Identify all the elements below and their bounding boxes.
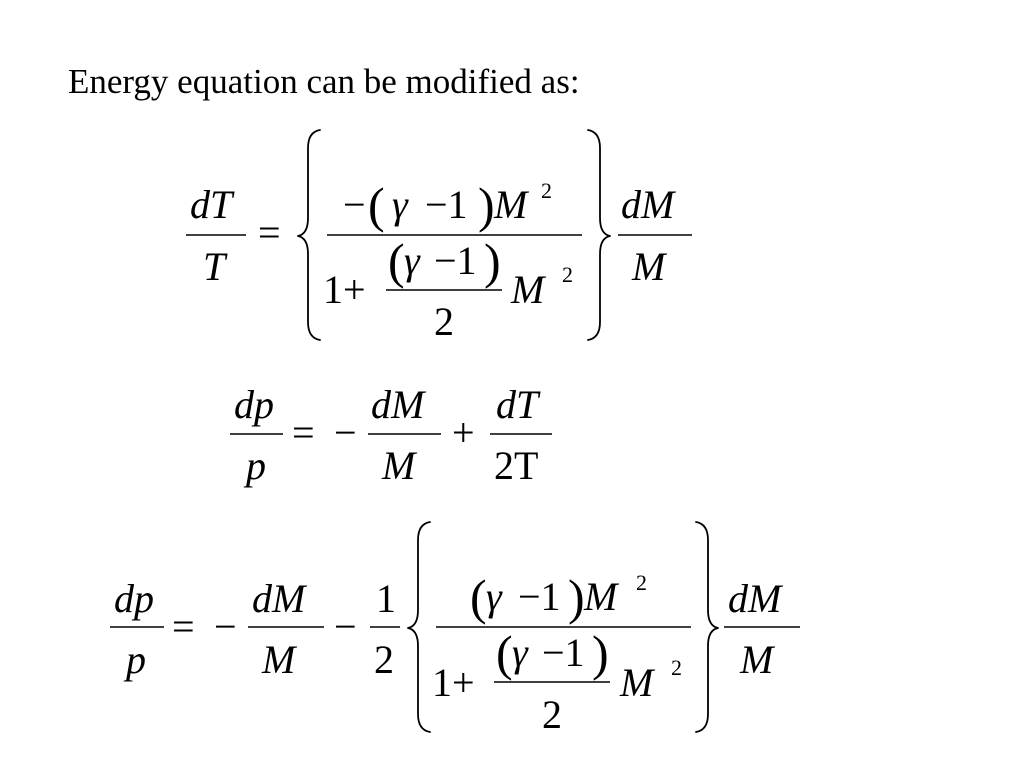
inner-gamma: γ [512, 630, 528, 675]
equals-sign: = [172, 604, 195, 649]
term1-numerator: dM [371, 382, 425, 427]
inner-paren-close: ) [484, 233, 501, 289]
term2-denominator: 2T [494, 443, 539, 488]
term2-numerator: dT [496, 382, 539, 427]
lhs-numerator: dp [114, 576, 154, 621]
minus-sign: − [214, 604, 237, 649]
term1-numerator: dM [252, 576, 306, 621]
denominator-mach: M [511, 267, 545, 312]
inner-paren-close: ) [592, 625, 609, 681]
slide-heading: Energy equation can be modified as: [68, 62, 580, 101]
inner-minus-one: −1 [542, 630, 585, 675]
second-minus-sign: − [334, 604, 357, 649]
numerator-mach: M [494, 182, 528, 227]
left-brace [298, 130, 320, 340]
denominator-exponent: 2 [562, 262, 573, 287]
numerator-exponent: 2 [541, 178, 552, 203]
inner-denominator: 2 [542, 692, 562, 737]
inner-paren-open: ( [496, 625, 513, 681]
inner-minus-one: −1 [434, 238, 477, 283]
inner-gamma: γ [404, 238, 420, 283]
lhs-denominator: T [203, 244, 226, 289]
rhs-numerator: dM [621, 182, 675, 227]
lhs-numerator: dp [234, 382, 274, 427]
numerator-paren-close: ) [478, 177, 495, 233]
numerator-exponent: 2 [636, 570, 647, 595]
numerator-minus-one: −1 [425, 182, 468, 227]
half-denominator: 2 [374, 637, 394, 682]
plus-sign: + [452, 410, 475, 455]
lhs-denominator: p [246, 443, 266, 488]
equals-sign: = [258, 210, 281, 255]
denominator-exponent: 2 [671, 655, 682, 680]
denominator-one-plus: 1+ [432, 660, 475, 705]
numerator-gamma: γ [486, 574, 502, 619]
rhs-numerator: dM [728, 576, 782, 621]
rhs-denominator: M [740, 637, 774, 682]
numerator-gamma: γ [392, 182, 408, 227]
lhs-numerator: dT [190, 182, 233, 227]
term1-denominator: M [382, 443, 416, 488]
numerator-paren-open: ( [368, 177, 385, 233]
inner-denominator: 2 [434, 299, 454, 344]
denominator-one-plus: 1+ [323, 267, 366, 312]
numerator-minus: − [343, 182, 366, 227]
numerator-mach: M [584, 574, 618, 619]
equals-sign: = [292, 410, 315, 455]
numerator-minus-one: −1 [518, 574, 561, 619]
minus-sign: − [334, 410, 357, 455]
numerator-paren-open: ( [470, 569, 487, 625]
numerator-paren-close: ) [568, 569, 585, 625]
term1-denominator: M [262, 637, 296, 682]
rhs-denominator: M [632, 244, 666, 289]
half-numerator: 1 [376, 576, 396, 621]
lhs-denominator: p [126, 637, 146, 682]
denominator-mach: M [620, 660, 654, 705]
right-brace [588, 130, 610, 340]
inner-paren-open: ( [388, 233, 405, 289]
